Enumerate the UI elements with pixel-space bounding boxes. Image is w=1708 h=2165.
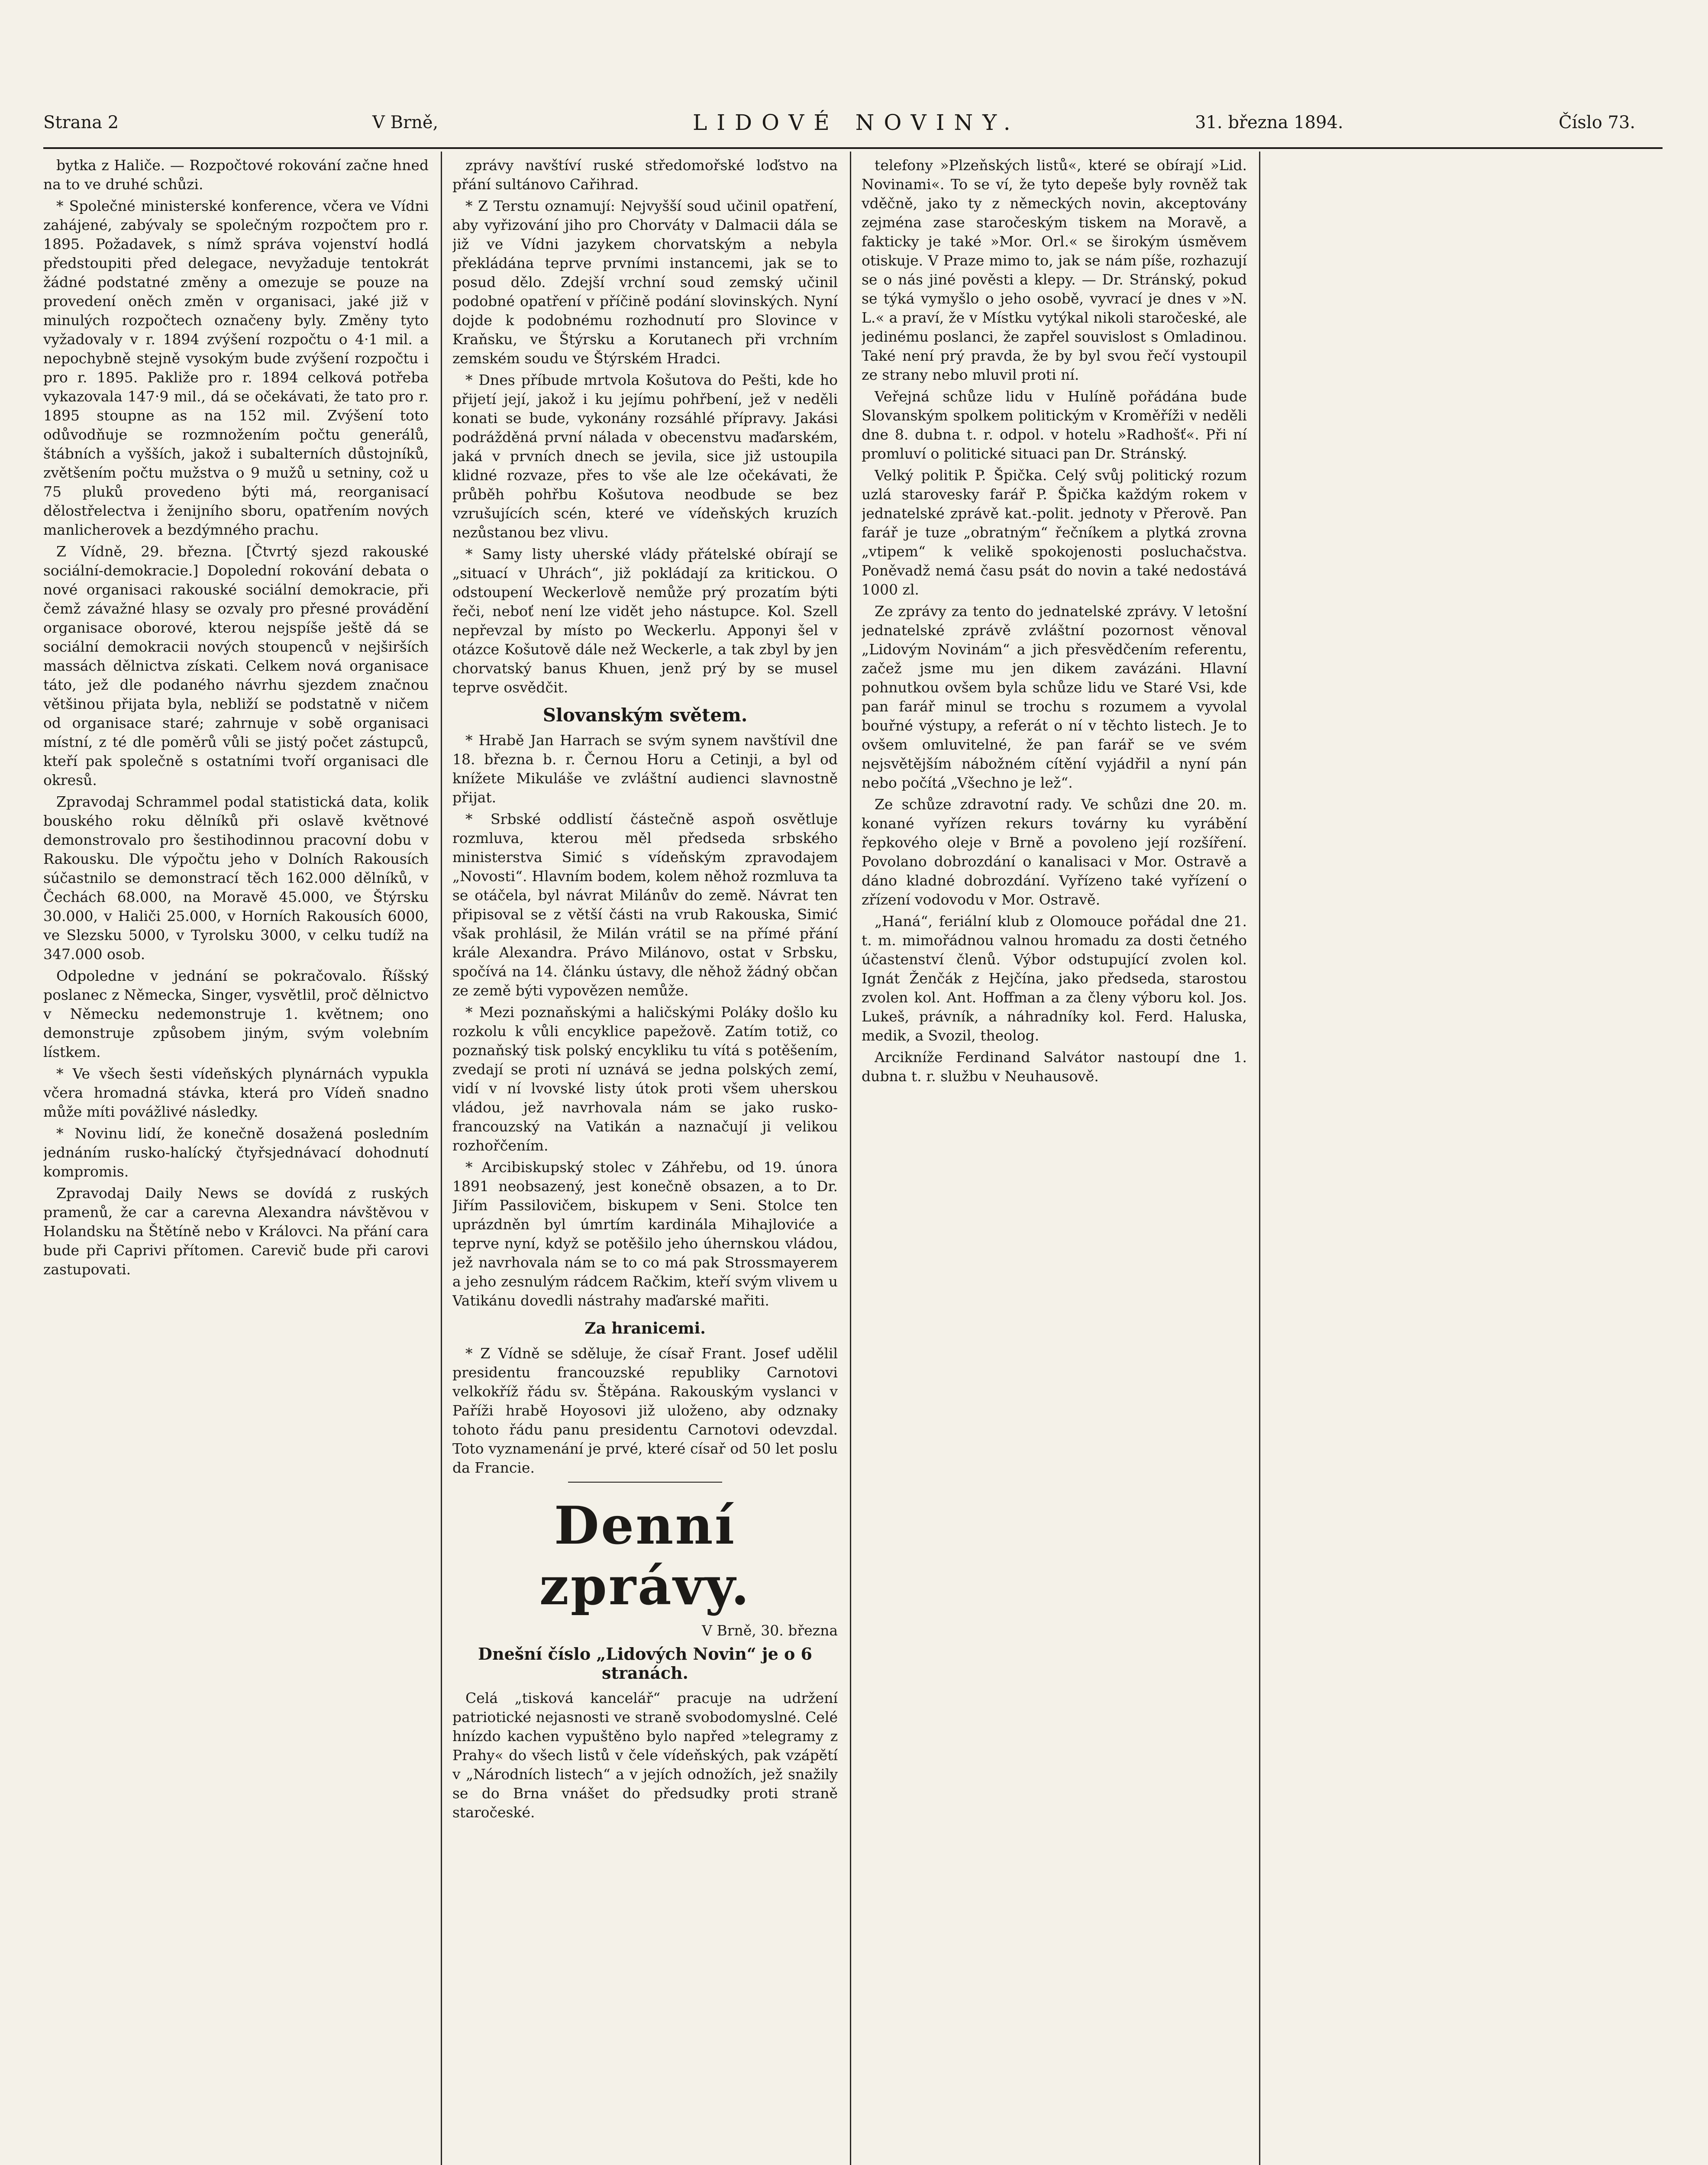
issue-date: 31. března 1894. <box>1195 113 1343 132</box>
issue-number: Číslo 73. <box>1559 113 1636 132</box>
column-4 <box>1271 156 1656 2165</box>
article-paragraph: * Ve všech šesti vídeňských plynárnách vypukla včera hromadná stávka, která pro Vídeň snadno může míti povážlivé následky. <box>43 1065 429 1120</box>
column-divider <box>850 152 851 2165</box>
newspaper-title: LIDOVÉ NOVINY. <box>693 110 1020 135</box>
place-name: V Brně, <box>372 113 439 132</box>
article-paragraph: Zpravodaj Daily News se dovídá z ruských pramenů, že car a carevna Alexandra návštěvou v Holandsku na Štětíně nebo v Královci. Na přání cara bude při Caprivi přítomen. Carevič bude při carovi zastupovati. <box>43 1185 429 1278</box>
page-number: Strana 2 <box>43 113 119 132</box>
article-paragraph: Velký politik P. Špička. Celý svůj politický rozum uzlá starovesky farář P. Špička každým rokem v jednatelské zprávě kat.-polit. jednoty v Přerově. Pan farář je tuze „obratným“ řečníkem a plytká zrovna „vtipem“ k velikě spokojenosti posluchačstva. Poněvadž nemá času psát do novin a také nedostává 1000 zl. <box>862 467 1247 598</box>
article-paragraph: * Arcibiskupský stolec v Záhřebu, od 19. února 1891 neobsazený, jest konečně obsazen, a to Dr. Jiřím Passilovičem, biskupem v Seni. Stolce ten uprázdněn byl úmrtím kardinála Mihajloviće a teprve nyní, když se potěšilo jeho úhernskou vládou, jež navrhovala nám se to co má pak Strossmayerem a jeho zesnulým rádcem Račkim, kteří svým vlivem u Vatikánu dovedli nástrahy maďarské mařiti. <box>452 1159 838 1309</box>
section-masthead: Denní zprávy. <box>539 1495 751 1617</box>
article-paragraph: * Společné ministerské konference, včera ve Vídni zahájené, zabývaly se společným rozpočtem pro r. 1895. Požadavek, s nímž správa vojenství hodlá předstoupiti před delegace, nevyžaduje tentokrát žádné podstatné změny a omezuje se pouze na provedení oněch změn v organisaci, jaké již v minulých rozpočtech označeny byly. Změny tyto vyžadovaly v r. 1894 zvýšení rozpočtu o 4·1 mil. a nepochybně stejně vysokým bude zvýšení rozpočtu i pro r. 1895. Pakliže pro r. 1894 celková potřeba vykazovala 147·9 mil., dá se očekávati, že tato pro r. 1895 stoupne as na 152 mil. Zvýšení toto odůvodňuje se rozmnožením počtu generálů, štábních a vyšších, jakož i subalterních důstojníků, zvětšením počtu mužstva o 9 mužů u setniny, což u 75 pluků provedeno býti má, reorganisací dělostřelectva i ženijního sboru, opatřením nových manlicherovek a bezdýmného prachu. <box>43 197 429 538</box>
section-heading: Za hranicemi. <box>584 1319 706 1338</box>
page-header <box>43 110 1663 143</box>
section-rule <box>568 1482 722 1483</box>
article-paragraph: Odpoledne v jednání se pokračovalo. Říšský poslanec z Německa, Singer, vysvětlil, proč dělnictvo v Německu nedemonstruje 1. květnem; ono demonstruje způsobem jiným, svým volebním lístkem. <box>43 967 429 1060</box>
article-paragraph: Ze zprávy za tento do jednatelské zprávy. V letošní jednatelské zprávě zvláštní pozornost věnoval „Lidovým Novinám“ a jich přesvědčením referentu, začež jsme mu jen dikem zavázáni. Hlavní pohnutkou ovšem byla schůze lidu ve Staré Vsi, kde pan farář minul se trochu s rozumem a vyvolal bouřné výstupy, a referát o ní v těchto listech. Je to ovšem omluvitelné, že pan farář se ve svém nejsvětějším nábožném cítění vyjádřil a nyní pán nebo počítá „Všechno je lež“. <box>862 603 1247 791</box>
newspaper-page <box>43 100 1663 2165</box>
article-paragraph: zprávy navštíví ruské středomořské loďstvo na přání sultánovo Cařihrad. <box>452 157 838 193</box>
article-paragraph: Z Vídně, 29. března. [Čtvrtý sjezd rakouské sociální-demokracie.] Dopolední rokování debata o nové organisaci rakouské sociální demokracie, při čemž závažné hlasy se ozvaly pro přesné provádění organisace oborové, kterou nejspíše ještě dá se sociální demokracii nových stoupenců v nejširších massách dělnictva získati. Celkem nová organisace táto, jež dle podaného návrhu sjezdem značnou většinou přijata byla, nebliží se podstatně v ničem od organisace staré; zahrnuje v sobě organisaci místní, z té dle poměrů vůli se jistý počet zástupců, kteří pak společně s ostatními tvoří organisaci dle okresů. <box>43 543 429 788</box>
column-divider <box>1259 152 1260 2165</box>
column-divider <box>441 152 442 2165</box>
article-paragraph: * Z Terstu oznamují: Nejvyšší soud učinil opatření, aby vyřizování jiho pro Chorváty v Dalmacii dála se již ve Vídni jazykem chorvatským a nebyla překládána teprve prvními instancemi, jak se to posud dělo. Zdejší vrchní soud zemský učinil podobné opatření v příčině podání slovinských. Nyní dojde k podobnému rozhodnutí pro Slovince v Kraňsku, ve Štýrsku a Korutanech při vrchním zemském soudu ve Štýrském Hradci. <box>452 197 838 367</box>
column-3 <box>862 156 1247 2165</box>
column-2 <box>452 156 838 2165</box>
article-paragraph: * Z Vídně se sděluje, že císař Frant. Josef udělil presidentu francouzské republiky Carnotovi velkokříž řádu sv. Štěpána. Rakouským vyslanci v Paříži hrabě Hoyosovi již uloženo, aby odznaky tohoto řádu panu presidentu Carnotovi odevzdal. Toto vyznamenání je prvé, které císař od 50 let poslu da Francie. <box>452 1345 838 1476</box>
section-heading: Slovanským světem. <box>542 704 748 726</box>
article-paragraph: * Mezi poznaňskými a haličskými Poláky došlo ku rozkolu k vůli encyklice papežově. Zatím totiž, co poznaňský tisk polský encykliku tu vítá s potěšením, zvedají se proti ní uznává se jedna polských zemí, vidí v ní lvovské listy útok proti všem uherskou vládou, jež navrhovala nám se jako rusko-francouzský na Vatikán a naznačují ji velikou rozhořčením. <box>452 1004 838 1154</box>
article-paragraph: „Haná“, feriální klub z Olomouce pořádal dne 21. t. m. mimořádnou valnou hromadu za dosti četného účastenství členů. Výbor odstupující zvolen kol. Ignát Ženčák z Hejčína, jako předseda, starostou zvolen kol. Ant. Hoffman a za členy výboru kol. Jos. Lukeš, právník, a náhradníky kol. Ferd. Haluska, medik, a Svozil, theolog. <box>862 913 1247 1044</box>
article-paragraph: Ze schůze zdravotní rady. Ve schůzi dne 20. m. konané vyřízen rekurs továrny ku vyrábění řepkového oleje v Brně a povoleno její rozšíření. Povolano dobrozdání o kanalisaci v Mor. Ostravě a dáno kladné dobrozdání. Vyřízeno také vyřízení o zřízení vodovodu v Mor. Ostravě. <box>862 796 1247 908</box>
lead-notice: Dnešní číslo „Lidových Novin“ je o 6 stranách. <box>478 1644 812 1683</box>
article-paragraph: Veřejná schůze lidu v Hulíně pořádána bude Slovanským spolkem politickým v Kroměříži v neděli dne 8. dubna t. r. odpol. v hotelu »Radhošť«. Při ní promluví o politické situaci pan Dr. Stránský. <box>862 388 1247 462</box>
article-paragraph: bytka z Haliče. — Rozpočtové rokování začne hned na to ve druhé schůzi. <box>43 157 429 193</box>
dateline: V Brně, 30. března <box>702 1622 838 1639</box>
article-paragraph: Arcikníže Ferdinand Salvátor nastoupí dne 1. dubna t. r. službu v Neuhausově. <box>862 1049 1247 1085</box>
article-paragraph: * Srbské oddlistí částečně aspoň osvětluje rozmluva, kterou měl předseda srbského ministerstva Simić s vídeňským zpravodajem „Novosti“. Hlavním bodem, kolem něhož rozmluva ta se otáčela, byl návrat Milánův do země. Návrat ten připisoval se z větší části na vrub Rakouska, Simić však prohlásil, že Milán vrátil se na přímé přání krále Alexandra. Právo Milánovo, ostat v Srbsku, spočívá na 14. článku ústavy, dle něhož žádný občan ze země býti vypovězen nemůže. <box>452 811 838 999</box>
article-paragraph: * Novinu lidí, že konečně dosažená posledním jednáním rusko-halícký čtyřsjednávací dohodnutí kompromis. <box>43 1125 429 1180</box>
column-1 <box>43 156 429 2165</box>
article-paragraph: * Hrabě Jan Harrach se svým synem navštívil dne 18. března b. r. Černou Horu a Cetinji, a byl od knížete Mikuláše ve zvláštní audienci slavnostně přijat. <box>452 732 838 806</box>
article-paragraph: Zpravodaj Schrammel podal statistická data, kolik bouského roku dělníků při oslavě květnové demonstrovalo pro šestihodinnou pracovní dobu v Rakousku. Dle výpočtu jeho v Dolních Rakousích súčastnilo se demonstrací těch 162.000 dělníků, v Čechách 68.000, na Moravě 45.000, ve Štýrsku 30.000, v Haliči 25.000, v Horních Rakousích 6000, ve Slezsku 5000, v Tyrolsku 3000, v celku tudíž na 347.000 osob. <box>43 793 429 963</box>
article-paragraph: telefony »Plzeňských listů«, které se obírají »Lid. Novinami«. To se ví, že tyto depeše byly rovněž tak vděčně, jako ty z německých novin, akceptovány zejména zase staročeským tiskem na Moravě, a fakticky je také »Mor. Orl.« se širokým úsměvem otiskuje. V Praze mimo to, jak se nám píše, rozhazují se o nás jiné pověsti a klepy. — Dr. Stránský, pokud se týká vymyšlo o jeho osobě, vyvrací je dnes v »N. L.« a praví, že v Místku vytýkal nikoli staročeské, ale jedinému poslanci, že zapřel souvislost s Omladinou. Také není prý pravda, že by byl svou řečí vystoupil ze strany nebo mluvil proti ní. <box>862 157 1247 383</box>
article-paragraph: Celá „tisková kancelář“ pracuje na udržení patriotické nejasnosti ve straně svobodomyslné. Celé hnízdo kachen vypuštěno bylo napřed »telegramy z Prahy« do všech listů v čele vídeňských, pak vzápětí v „Národních listech“ a v jejích odnožích, jež snažily se do Brna vnášet do předsudky proti straně staročeské. <box>452 1690 838 1821</box>
article-paragraph: * Samy listy uherské vlády přátelské obírají se „situací v Uhrách“, již pokládají za kritickou. O odstoupení Weckerlově nemůže prý prozatím býti řeči, neboť není lze vidět jeho nástupce. Kol. Szell nepřevzal by místo po Weckerlu. Apponyi šel v otázce Košutově dále než Weckerle, a tak zbyl by jen chorvatský banus Khuen, jenž prý by se musel teprve osvědčit. <box>452 546 838 696</box>
header-rule <box>43 147 1663 149</box>
article-paragraph: * Dnes příbude mrtvola Košutova do Pešti, kde ho přijetí její, jakož i ku jejímu pohřbení, jež v neděli konati se bude, vykonány rozsáhlé přípravy. Jakási podrážděná první nálada v obecenstvu maďarském, jaká v prvních dnech se jevila, sice již ustoupila klidné rozvaze, přes to vše ale lze očekávati, že průběh pohřbu Košutova neodbude se bez vzrušujících scén, které ve vídeňských kruzích nezůstanou bez vlivu. <box>452 372 838 541</box>
